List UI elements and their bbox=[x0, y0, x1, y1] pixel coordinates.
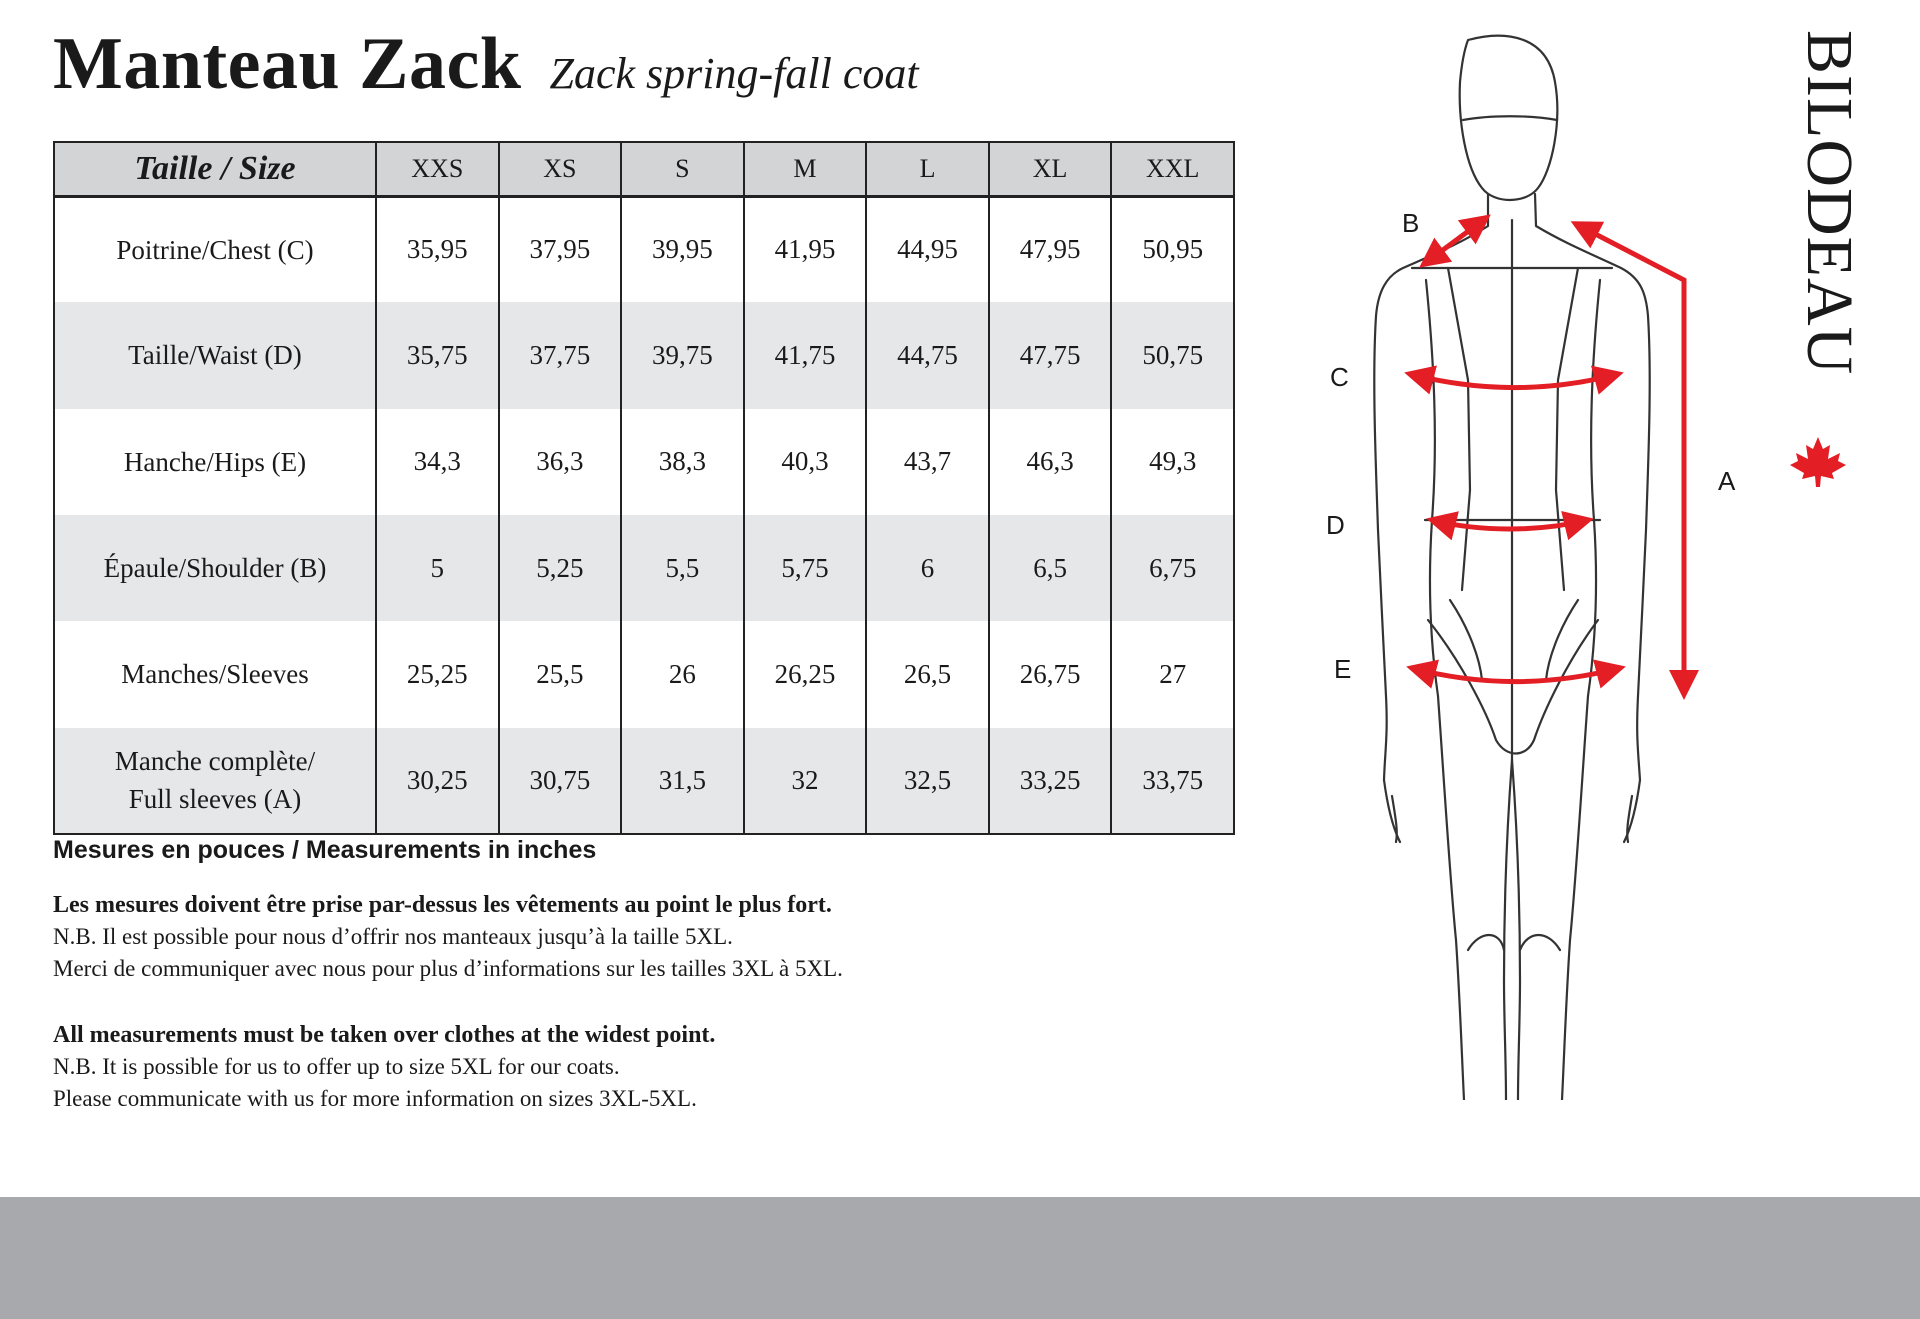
measurement-cell: 36,3 bbox=[499, 409, 622, 515]
measurement-cell: 27 bbox=[1111, 621, 1234, 727]
measurement-cell: 26 bbox=[621, 621, 744, 727]
size-header-cell: M bbox=[744, 142, 867, 196]
row-label-line: Épaule/Shoulder (B) bbox=[103, 553, 327, 584]
measurement-cell: 33,75 bbox=[1111, 728, 1234, 834]
measurement-cell: 41,75 bbox=[744, 302, 867, 408]
label-b: B bbox=[1402, 208, 1420, 238]
measurement-cell: 26,25 bbox=[744, 621, 867, 727]
brand-logo bbox=[1780, 25, 1870, 495]
page-title: Manteau Zack bbox=[53, 23, 522, 105]
measurement-cell: 30,75 bbox=[499, 728, 622, 834]
measurement-cell: 44,95 bbox=[866, 196, 989, 302]
size-header-cell: XL bbox=[989, 142, 1112, 196]
table-row bbox=[54, 409, 1234, 515]
size-header-cell: XXS bbox=[376, 142, 499, 196]
note-fr-line: Merci de communiquer avec nous pour plus d’informations sur les tailles 3XL à 5XL. bbox=[53, 956, 843, 981]
row-label-line: Taille/Waist (D) bbox=[128, 340, 302, 371]
units-note: Mesures en pouces / Measurements in inches bbox=[53, 836, 597, 864]
measurement-cell: 31,5 bbox=[621, 728, 744, 834]
row-label bbox=[54, 302, 376, 408]
notes-english bbox=[53, 1019, 715, 1115]
measurement-cell: 35,75 bbox=[376, 302, 499, 408]
measurement-cell: 34,3 bbox=[376, 409, 499, 515]
measurement-cell: 33,25 bbox=[989, 728, 1112, 834]
mannequin-outline bbox=[1374, 36, 1649, 1100]
arrow-waist bbox=[1432, 520, 1588, 529]
notes-french bbox=[53, 889, 843, 985]
measurement-cell: 5,5 bbox=[621, 515, 744, 621]
arrow-shoulder bbox=[1424, 218, 1486, 264]
row-label bbox=[54, 728, 376, 834]
measurement-cell: 6,75 bbox=[1111, 515, 1234, 621]
measurement-cell: 25,5 bbox=[499, 621, 622, 727]
label-e: E bbox=[1334, 654, 1352, 684]
measurement-cell: 50,75 bbox=[1111, 302, 1234, 408]
table-row bbox=[54, 302, 1234, 408]
table-row bbox=[54, 196, 1234, 302]
table-row bbox=[54, 515, 1234, 621]
row-label-line: Hanche/Hips (E) bbox=[123, 446, 307, 477]
measurement-cell: 46,3 bbox=[989, 409, 1112, 515]
note-en-line: N.B. It is possible for us to offer up to size 5XL for our coats. bbox=[53, 1054, 620, 1079]
measurement-cell: 38,3 bbox=[621, 409, 744, 515]
measurement-cell: 47,95 bbox=[989, 196, 1112, 302]
size-chart-table bbox=[53, 141, 1235, 835]
size-table-body bbox=[54, 196, 1234, 834]
body-measurement-figure bbox=[1300, 20, 1770, 1100]
table-row bbox=[54, 621, 1234, 727]
measurement-cell: 37,95 bbox=[499, 196, 622, 302]
measurement-cell: 43,7 bbox=[866, 409, 989, 515]
row-label-line: Manche complète/ bbox=[114, 746, 316, 777]
note-en-line: Please communicate with us for more information on sizes 3XL-5XL. bbox=[53, 1086, 697, 1111]
size-header-cell: XXL bbox=[1111, 142, 1234, 196]
row-label bbox=[54, 409, 376, 515]
note-fr-line: N.B. Il est possible pour nous d’offrir nos manteaux jusqu’à la taille 5XL. bbox=[53, 924, 733, 949]
measurement-cell: 40,3 bbox=[744, 409, 867, 515]
footer-band bbox=[0, 1197, 1920, 1319]
size-header-cell: L bbox=[866, 142, 989, 196]
row-label bbox=[54, 515, 376, 621]
row-label-line: Manches/Sleeves bbox=[121, 659, 309, 690]
measurement-cell: 5,25 bbox=[499, 515, 622, 621]
table-row bbox=[54, 728, 1234, 834]
measurement-cell: 39,95 bbox=[621, 196, 744, 302]
measurement-cell: 6 bbox=[866, 515, 989, 621]
measurement-cell: 26,75 bbox=[989, 621, 1112, 727]
measurement-cell: 47,75 bbox=[989, 302, 1112, 408]
arrow-chest bbox=[1410, 374, 1618, 388]
page-subtitle: Zack spring-fall coat bbox=[549, 49, 919, 98]
note-en-lead: All measurements must be taken over clothes at the widest point. bbox=[53, 1022, 716, 1048]
title-row bbox=[53, 22, 919, 112]
size-header-cell: S bbox=[621, 142, 744, 196]
size-header-row bbox=[54, 142, 1234, 196]
measurement-cell: 44,75 bbox=[866, 302, 989, 408]
note-fr-lead: Les mesures doivent être prise par-dessus les vêtements au point le plus fort. bbox=[53, 892, 832, 918]
measurement-cell: 35,95 bbox=[376, 196, 499, 302]
measurement-cell: 41,95 bbox=[744, 196, 867, 302]
size-header-cell: XS bbox=[499, 142, 622, 196]
label-d: D bbox=[1326, 510, 1345, 540]
measurement-cell: 37,75 bbox=[499, 302, 622, 408]
measurement-cell: 32 bbox=[744, 728, 867, 834]
measurement-cell: 5,75 bbox=[744, 515, 867, 621]
measurement-cell: 49,3 bbox=[1111, 409, 1234, 515]
corner-label: Taille / Size bbox=[54, 142, 376, 196]
measurement-cell: 25,25 bbox=[376, 621, 499, 727]
measurement-cell: 50,95 bbox=[1111, 196, 1234, 302]
measurement-cell: 5 bbox=[376, 515, 499, 621]
row-label bbox=[54, 196, 376, 302]
measurement-cell: 26,5 bbox=[866, 621, 989, 727]
row-label-line: Poitrine/Chest (C) bbox=[116, 234, 314, 265]
arrow-hips bbox=[1412, 668, 1620, 682]
brand-name: BILODEAU bbox=[1793, 30, 1866, 376]
label-c: C bbox=[1330, 362, 1349, 392]
maple-leaf-icon bbox=[1790, 437, 1846, 487]
measurement-cell: 32,5 bbox=[866, 728, 989, 834]
measurement-cell: 39,75 bbox=[621, 302, 744, 408]
label-a: A bbox=[1718, 466, 1736, 496]
row-label-line: Full sleeves (A) bbox=[128, 784, 302, 815]
measurement-cell: 6,5 bbox=[989, 515, 1112, 621]
size-table-header bbox=[54, 142, 1234, 196]
measurement-cell: 30,25 bbox=[376, 728, 499, 834]
row-label bbox=[54, 621, 376, 727]
